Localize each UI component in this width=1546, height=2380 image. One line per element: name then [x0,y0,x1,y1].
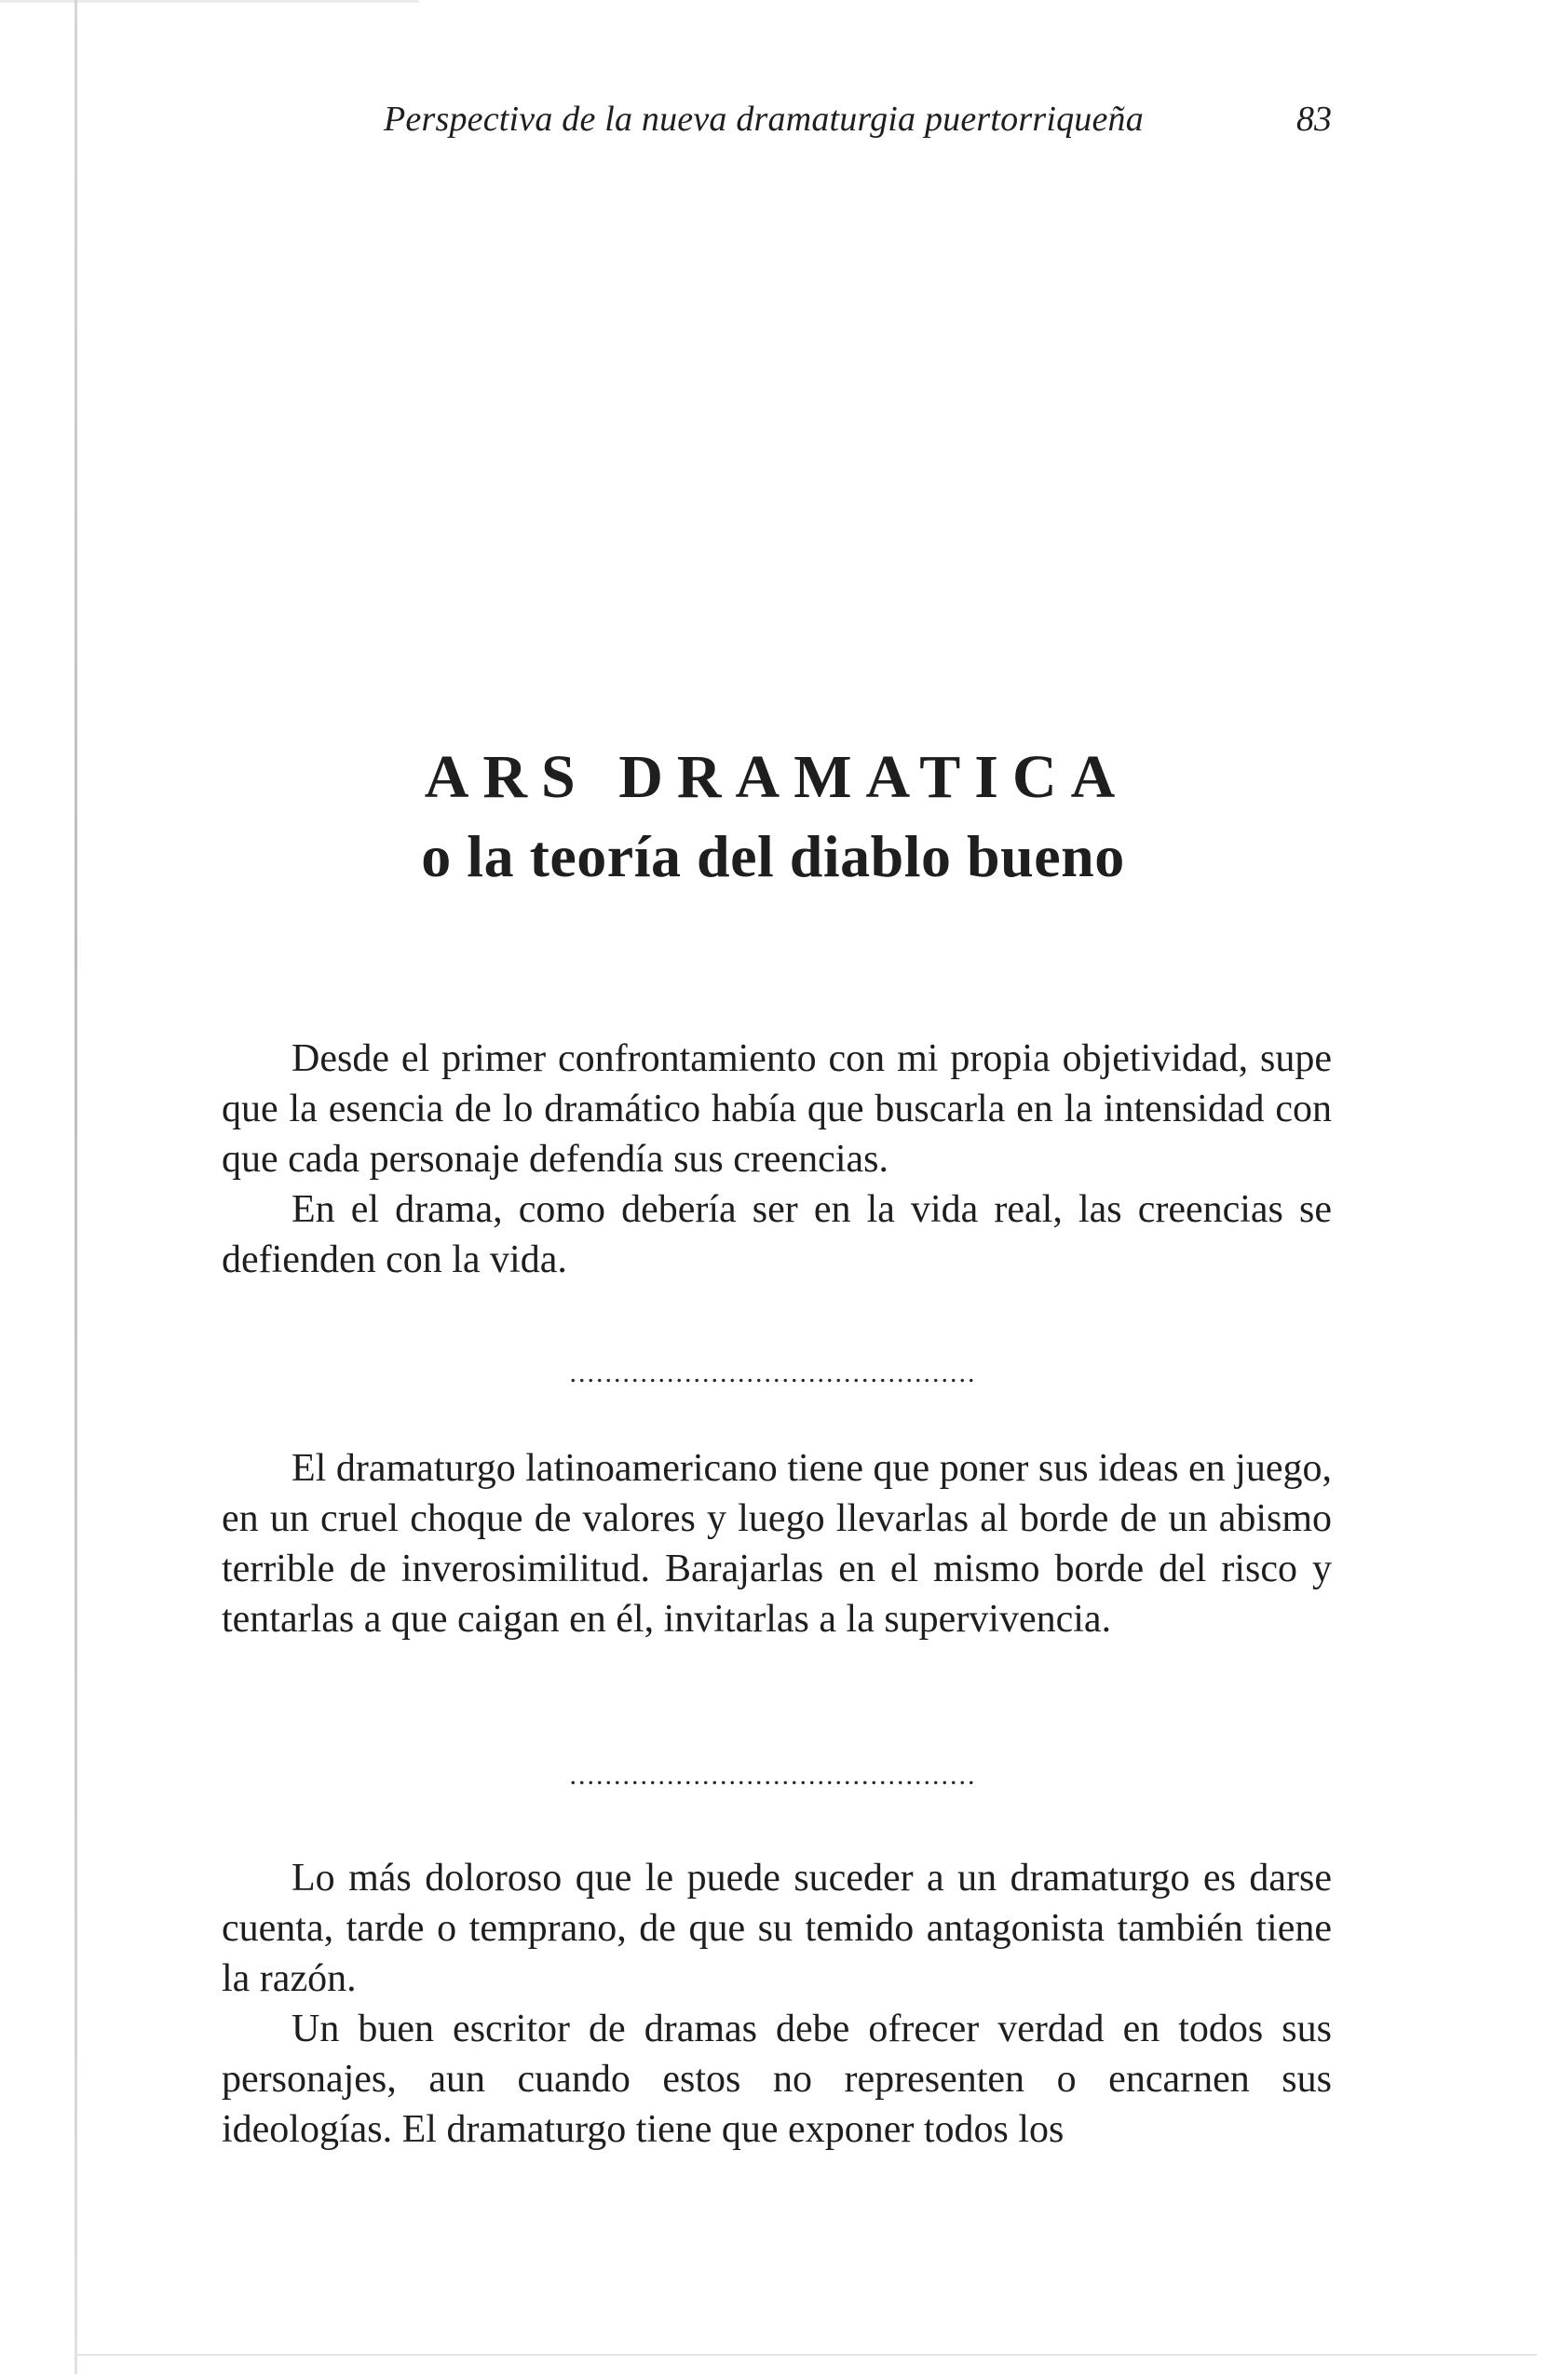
paragraph: El dramaturgo latinoamericano tiene que poner sus ideas en juego, en un cruel choque de valores y luego llevarlas al borde de un abismo terrible de inverosimilitud. Barajarlas en el mismo borde del risco y tentarlas a que caigan en él, invitarlas a la supervivencia. [222,1447,1332,1641]
running-header [224,99,1332,155]
text-block-2 [222,1443,1332,1644]
scan-edge-top [0,0,419,3]
dotted-separator: .............................................. [569,1760,977,1791]
paragraph: En el drama, como debería ser en la vida real, las creencias se defienden con la vida. [222,1188,1332,1281]
scan-edge-bottom [75,2354,1537,2356]
paragraph: Un buen escritor de dramas debe ofrecer verdad en todos sus personajes, aun cuando estos no representen o encarnen sus ideologías. El dramaturgo tiene que exponer todos los [222,2008,1332,2151]
text-block-1 [222,1034,1332,1285]
paragraph: Lo más doloroso que le puede suceder a un dramaturgo es darse cuenta, tarde o temprano, de que su temido antagonista también tiene la razón. [222,1857,1332,2000]
section-subtitle: o la teoría del diablo bueno [421,823,1125,889]
paragraph: Desde el primer confrontamiento con mi propia objetividad, supe que la esencia de lo dramático había que buscarla en la intensidad con que cada personaje defendía sus creencias. [222,1037,1332,1181]
dotted-separator: .............................................. [569,1358,977,1388]
scan-edge-left [75,0,77,2374]
page-number: 83 [1296,100,1332,139]
section-title: ARS DRAMATICA [424,743,1130,811]
text-block-3 [222,1853,1332,2155]
running-title: Perspectiva de la nueva dramaturgia puertorriqueña [384,100,1144,139]
section-title-block [0,740,1546,899]
